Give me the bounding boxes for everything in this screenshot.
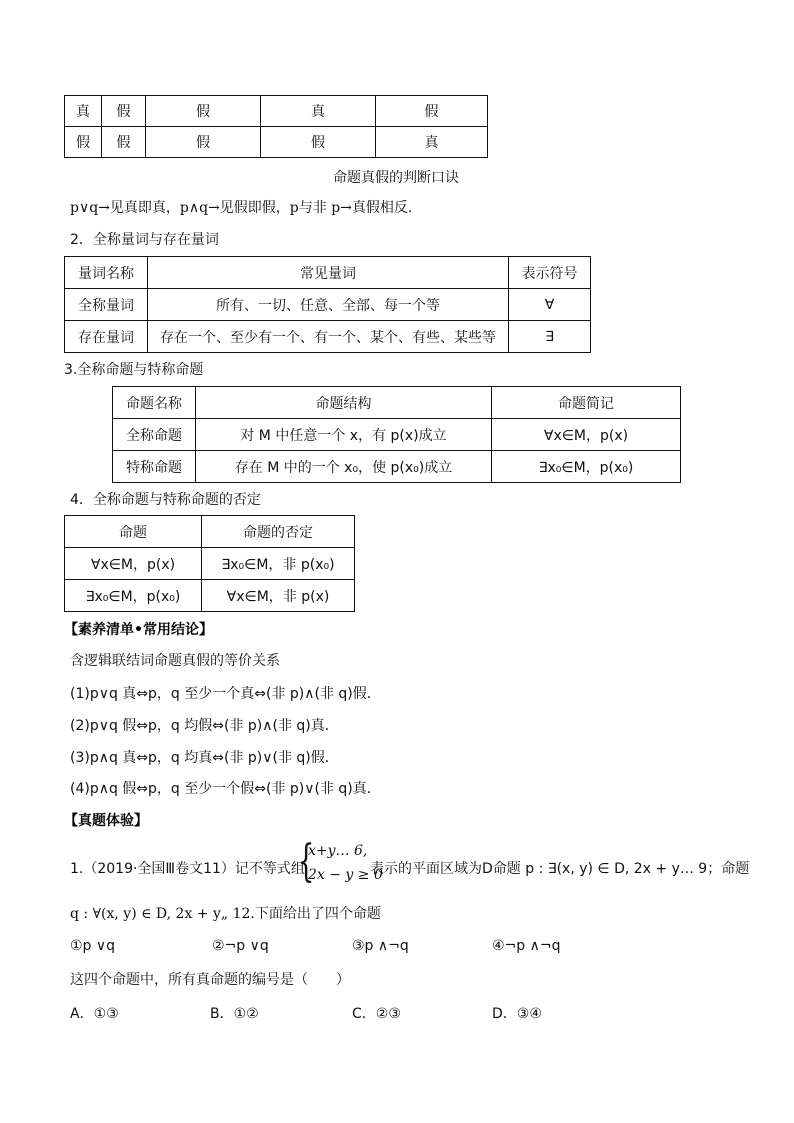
- table-cell: 所有、一切、任意、全部、每一个等: [148, 289, 509, 321]
- section-title: 4．全称命题与特称命题的否定: [70, 492, 261, 508]
- table-cell: 特称命题: [113, 451, 196, 483]
- table-row: [65, 580, 355, 612]
- choice-item: ③p ∧¬q: [352, 938, 409, 954]
- table-cell: ∃x₀∈M，p(x₀): [65, 580, 202, 612]
- system-line-2: 2x − y ≥ 0: [308, 867, 383, 883]
- question-mid: 表示的平面区域为D命题 p : ∃(x, y) ∈ D, 2x + y… 9；命题: [370, 861, 750, 877]
- table-header: 量词名称: [65, 257, 148, 289]
- negation-table: [64, 515, 355, 612]
- section-title: 2．全称量词与存在量词: [70, 232, 219, 248]
- option-a[interactable]: A．①③: [70, 1006, 119, 1022]
- table-cell: 对 M 中任意一个 x，有 p(x)成立: [196, 419, 492, 451]
- table-cell: 真: [261, 96, 376, 127]
- list-item: (2)p∨q 假⇔p，q 均假⇔(非 p)∧(非 q)真．: [70, 718, 339, 734]
- table-cell: 假: [65, 127, 102, 158]
- table-cell: 真: [65, 96, 102, 127]
- table-row: [65, 516, 355, 548]
- table-cell: 全称量词: [65, 289, 148, 321]
- list-item: (3)p∧q 真⇔p，q 均真⇔(非 p)∨(非 q)假．: [70, 750, 339, 766]
- table-header: 命题的否定: [202, 516, 355, 548]
- table-cell: 真: [376, 127, 488, 158]
- question-line: [70, 836, 770, 888]
- question-text: 这四个命题中，所有真命题的编号是（ ）: [70, 972, 350, 988]
- question-line-2: q : ∀(x, y) ∈ D, 2x + y„ 12.下面给出了四个命题: [70, 906, 381, 922]
- table-header: 命题结构: [196, 387, 492, 419]
- table-cell: 假: [261, 127, 376, 158]
- table-cell: 全称命题: [113, 419, 196, 451]
- table-cell: ∃x₀∈M，非 p(x₀): [202, 548, 355, 580]
- proposition-table: [112, 386, 681, 483]
- truth-table: [64, 95, 488, 158]
- table-header: 表示符号: [509, 257, 591, 289]
- brace-icon: {: [297, 836, 315, 887]
- list-item: (1)p∨q 真⇔p，q 至少一个真⇔(非 p)∧(非 q)假．: [70, 686, 381, 702]
- option-c[interactable]: C．②③: [352, 1006, 401, 1022]
- table-cell: 假: [102, 96, 146, 127]
- table-cell: 存在量词: [65, 321, 148, 353]
- table-row: [113, 387, 681, 419]
- section-heading: 【素养清单•常用结论】: [64, 622, 213, 638]
- section-title: 3.全称命题与特称命题: [64, 362, 204, 378]
- table-cell: ∃: [509, 321, 591, 353]
- table-row: [65, 289, 591, 321]
- table-row: [65, 548, 355, 580]
- choice-item: ④¬p ∧¬q: [492, 938, 561, 954]
- caption: 命题真假的判断口诀: [333, 170, 459, 186]
- system-line-1: x+y… 6,: [308, 843, 368, 859]
- table-row: [65, 127, 488, 158]
- table-cell: ∀x∈M，非 p(x): [202, 580, 355, 612]
- table-header: 命题名称: [113, 387, 196, 419]
- rule-text: p∨q→见真即真，p∧q→见假即假，p与非 p→真假相反.: [70, 200, 413, 216]
- option-b[interactable]: B．①②: [210, 1006, 259, 1022]
- table-header: 命题简记: [492, 387, 681, 419]
- table-header: 命题: [65, 516, 202, 548]
- table-row: [65, 257, 591, 289]
- table-cell: ∃x₀∈M，p(x₀): [492, 451, 681, 483]
- table-cell: 假: [102, 127, 146, 158]
- question-prefix: 1.（2019·全国Ⅲ卷文11）记不等式组: [70, 861, 305, 877]
- list-item: (4)p∧q 假⇔p，q 至少一个假⇔(非 p)∨(非 q)真．: [70, 781, 381, 797]
- table-header: 常见量词: [148, 257, 509, 289]
- table-cell: ∀x∈M，p(x): [492, 419, 681, 451]
- table-cell: 存在一个、至少有一个、有一个、某个、有些、某些等: [148, 321, 509, 353]
- table-row: [65, 96, 488, 127]
- table-cell: 假: [146, 127, 261, 158]
- section-heading: 【真题体验】: [64, 813, 148, 829]
- choice-item: ①p ∨q: [70, 938, 116, 954]
- table-row: [65, 321, 591, 353]
- table-cell: 假: [376, 96, 488, 127]
- intro-text: 含逻辑联结词命题真假的等价关系: [70, 653, 280, 669]
- option-d[interactable]: D．③④: [492, 1006, 542, 1022]
- table-row: [113, 451, 681, 483]
- table-row: [113, 419, 681, 451]
- table-cell: ∀x∈M，p(x): [65, 548, 202, 580]
- table-cell: ∀: [509, 289, 591, 321]
- table-cell: 存在 M 中的一个 x₀，使 p(x₀)成立: [196, 451, 492, 483]
- quantifier-table: [64, 256, 591, 353]
- table-cell: 假: [146, 96, 261, 127]
- choice-item: ②¬p ∨q: [212, 938, 269, 954]
